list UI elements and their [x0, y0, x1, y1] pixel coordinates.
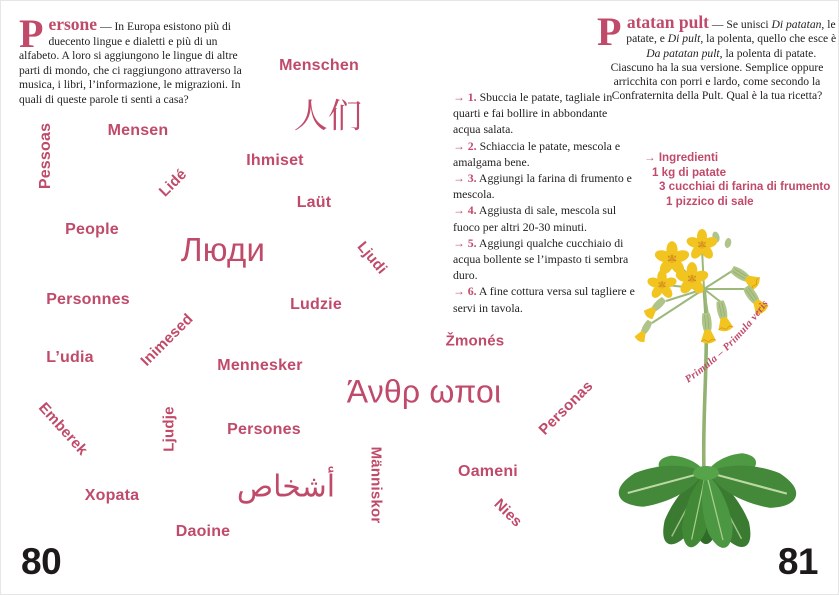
cloud-word: Xopata — [84, 487, 140, 504]
step-text: A fine cottura versa sul tagliere e servi in tavola. — [453, 284, 635, 315]
cloud-word: Lidé — [155, 165, 191, 201]
svg-text:Primula – Primula veris — [683, 298, 771, 385]
cloud-word: Laüt — [296, 194, 332, 211]
intro-segment: Di patatan — [771, 18, 822, 31]
cloud-word: Άνθρ ωποι — [346, 373, 502, 410]
recipe-step — [453, 138, 637, 170]
ingredients-list — [644, 166, 839, 210]
intro-segment: , le patate, e — [626, 18, 836, 46]
step-number: 2. — [467, 138, 477, 153]
left-intro-body: — In Europa esistono più di duecento lingue e dialetti e più di un alfabeto. A loro si aggiungono le lingue di altre parti di mondo, che ci raggiungono attraverso la musica, i libri, l’informazione, le migrazioni. In quali di queste parole ti senti a casa? — [19, 20, 242, 106]
page-number-right: 81 — [777, 541, 818, 582]
ingredient-item: 1 kg di patate — [652, 165, 727, 179]
cloud-word: Mennesker — [217, 357, 303, 374]
cloud-word: Inimesed — [137, 310, 197, 370]
plant-label-text: Primula – Primula veris — [683, 298, 771, 386]
intro-segment: , la polenta di patate. Ciascuno ha la sua versione. Semplice oppure arricchita con porri e lardo, come secondo la Confraternita della Pult. Qual è la tua ricetta? — [610, 46, 824, 103]
left-intro-title: ersone — [48, 14, 98, 34]
intro-segment: — Se unisci — [711, 18, 772, 31]
cloud-word: Ludzie — [290, 296, 342, 313]
cloud-word: Люди — [180, 231, 266, 268]
ingredients-heading-row — [644, 151, 839, 166]
cloud-word: Persones — [227, 421, 301, 438]
intro-segment: Da patatan pult — [646, 46, 720, 60]
cloud-word: L’udia — [46, 349, 94, 366]
ingredients-heading: Ingredienti — [658, 151, 719, 164]
cloud-word: Ljudje — [160, 406, 178, 452]
arrow-icon: → — [453, 138, 465, 153]
ingredients-block — [644, 151, 839, 209]
recipe-step — [453, 170, 637, 202]
step-text: Aggiusta di sale, mescola sul fuoco per altri 20-30 minuti. — [453, 203, 617, 234]
arrow-icon: → — [453, 235, 465, 250]
cloud-word: Personnes — [46, 291, 130, 308]
cloud-word: Människor — [367, 446, 385, 524]
recipe-step — [453, 235, 637, 284]
step-number: 5. — [467, 235, 477, 250]
recipe-step — [453, 283, 637, 315]
step-number: 1. — [467, 90, 477, 104]
arrow-icon: → — [453, 284, 465, 299]
ingredient-item: 1 pizzico di sale — [666, 194, 754, 208]
persone-intro — [19, 11, 257, 108]
step-number: 6. — [467, 284, 477, 299]
arrow-icon: → — [453, 171, 465, 186]
cloud-word: 人们 — [293, 97, 363, 136]
cloud-word: Menschen — [279, 57, 359, 74]
cloud-word: أشخاص — [236, 470, 336, 504]
recipe-step — [453, 202, 637, 234]
step-number: 3. — [467, 171, 477, 186]
step-text: Aggiungi qualche cucchiaio di acqua bollente se l’impasto ti sembra duro. — [453, 235, 629, 283]
cloud-word: Ljudi — [353, 238, 391, 278]
dropcap-p-left: P — [19, 11, 44, 56]
step-number: 4. — [467, 203, 477, 218]
cloud-word: Ihmiset — [246, 152, 304, 169]
arrow-icon: → — [453, 203, 465, 218]
ingredient-item: 3 cucchiai di farina di frumento — [659, 180, 831, 194]
recipe-steps — [453, 89, 637, 316]
cloud-word: Emberek — [35, 399, 91, 459]
arrow-icon: → — [453, 90, 465, 104]
leaf-rosette — [614, 450, 800, 553]
cloud-word: Nies — [490, 495, 526, 531]
cloud-word: Oameni — [458, 463, 518, 480]
primula-illustration — [614, 227, 838, 557]
page-number-left: 80 — [21, 541, 62, 582]
arrow-icon: → — [644, 151, 656, 164]
step-text: Sbuccia le patate, tagliale in quarti e fai bollire in abbondante acqua salata. — [453, 90, 613, 137]
intro-segment: Di pult — [667, 32, 701, 46]
step-text: Schiaccia le patate, mescola e amalgama bene. — [453, 138, 621, 169]
cloud-word: Žmonés — [445, 332, 505, 350]
cloud-word: Daoine — [175, 523, 231, 540]
plant-label — [683, 289, 778, 385]
step-text: Aggiungi la farina di frumento e mescola. — [453, 171, 632, 202]
cloud-word: Pessoas — [37, 122, 54, 190]
cloud-word: Personas — [535, 377, 597, 439]
cloud-word: People — [65, 221, 119, 238]
patatan-intro — [597, 9, 837, 104]
dropcap-p-right: P — [597, 9, 622, 54]
intro-segment: , la polenta, quello che esce è — [700, 32, 837, 46]
right-intro-title: atatan pult — [626, 12, 710, 32]
cloud-word: Mensen — [107, 122, 169, 139]
